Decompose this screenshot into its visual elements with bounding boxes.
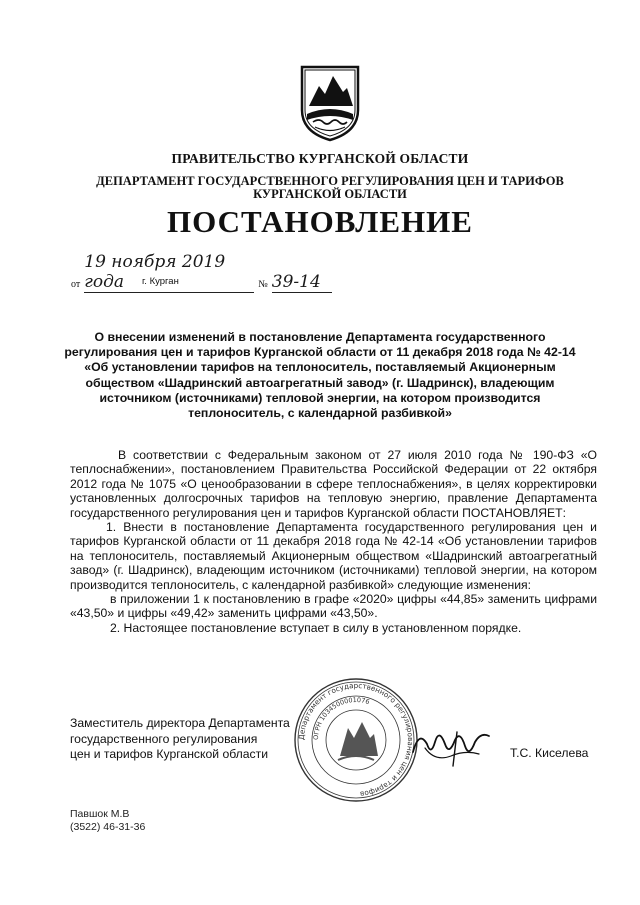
coat-of-arms-emblem <box>299 64 361 142</box>
position-line-3: цен и тарифов Курганской области <box>70 747 269 761</box>
position-line-1: Заместитель директора Департамента <box>70 716 290 730</box>
signatory-position <box>70 716 290 763</box>
from-label: от <box>71 279 81 290</box>
department-line-2: КУРГАНСКОЙ ОБЛАСТИ <box>253 187 407 201</box>
department-name <box>60 175 600 201</box>
document-number: 39-14 <box>272 272 332 293</box>
stamp-ogrn: ОГРН 1034500001076 <box>311 695 371 741</box>
number-label: № <box>258 279 268 290</box>
document-subject: О внесении изменений в постановление Департамента государственного регулирования цен и тарифов Курганской области от 11 декабря 2018 года № 42-14 «Об установлении тарифов на теплоноситель, поставляемый Акционерным обществом «Шадринский автоагрегатный завод» (г. Шадринск), владеющим источником (источниками) тепловой энергии, на котором производится теплоноситель, с календарной разбивкой» <box>64 330 576 421</box>
executor-phone: (3522) 46-31-36 <box>70 821 146 833</box>
document-body <box>70 448 597 635</box>
body-paragraph-3: в приложении 1 к постановлению в графе «2020» цифры «44,85» заменить цифрами «43,50» и цифры «49,42» заменить цифрами «43,50». <box>70 592 597 621</box>
signatory-name: Т.С. Киселева <box>510 746 589 760</box>
document-date: 19 ноября 2019 года <box>84 252 254 293</box>
body-paragraph-4: 2. Настоящее постановление вступает в силу в установленном порядке. <box>110 620 522 635</box>
doc-type-title: ПОСТАНОВЛЕНИЕ <box>167 204 473 239</box>
official-stamp <box>292 676 420 804</box>
body-paragraph-1: В соответствии с Федеральным законом от 27 июля 2010 года № 190-ФЗ «О теплоснабжении», постановлением Правительства Российской Федерации от 22 октября 2012 года № 1075 «О ценообразовании в сфере теплоснабжения», в целях корректировки установленных долгосрочных тарифов на тепловую энергию, правление Департамента государственного регулирования цен и тарифов Курганской области ПОСТАНОВЛЯЕТ: <box>70 448 597 520</box>
stamp-outer-text: Департамент государственного регулирования цен и тарифов <box>296 680 416 799</box>
department-line-1: ДЕПАРТАМЕНТ ГОСУДАРСТВЕННОГО РЕГУЛИРОВАНИЯ ЦЕН И ТАРИФОВ <box>96 174 564 188</box>
body-paragraph-2: 1. Внести в постановление Департамента государственного регулирования цен и тарифов Курганской области от 11 декабря 2018 года № 42-14 «Об установлении тарифов на теплоноситель, поставляемый Акционерным обществом «Шадринский автоагрегатный завод» (г. Шадринск), владеющим источником (источниками) тепловой энергии, на котором производится теплоноситель, с календарной разбивкой» следующие изменения: <box>70 520 597 592</box>
executor-contact <box>70 808 145 834</box>
handwritten-signature <box>405 722 495 772</box>
city: г. Курган <box>142 276 179 287</box>
position-line-2: государственного регулирования <box>70 731 258 746</box>
executor-name: Павшок М.В <box>70 808 130 820</box>
government-name: ПРАВИТЕЛЬСТВО КУРГАНСКОЙ ОБЛАСТИ <box>171 151 469 166</box>
